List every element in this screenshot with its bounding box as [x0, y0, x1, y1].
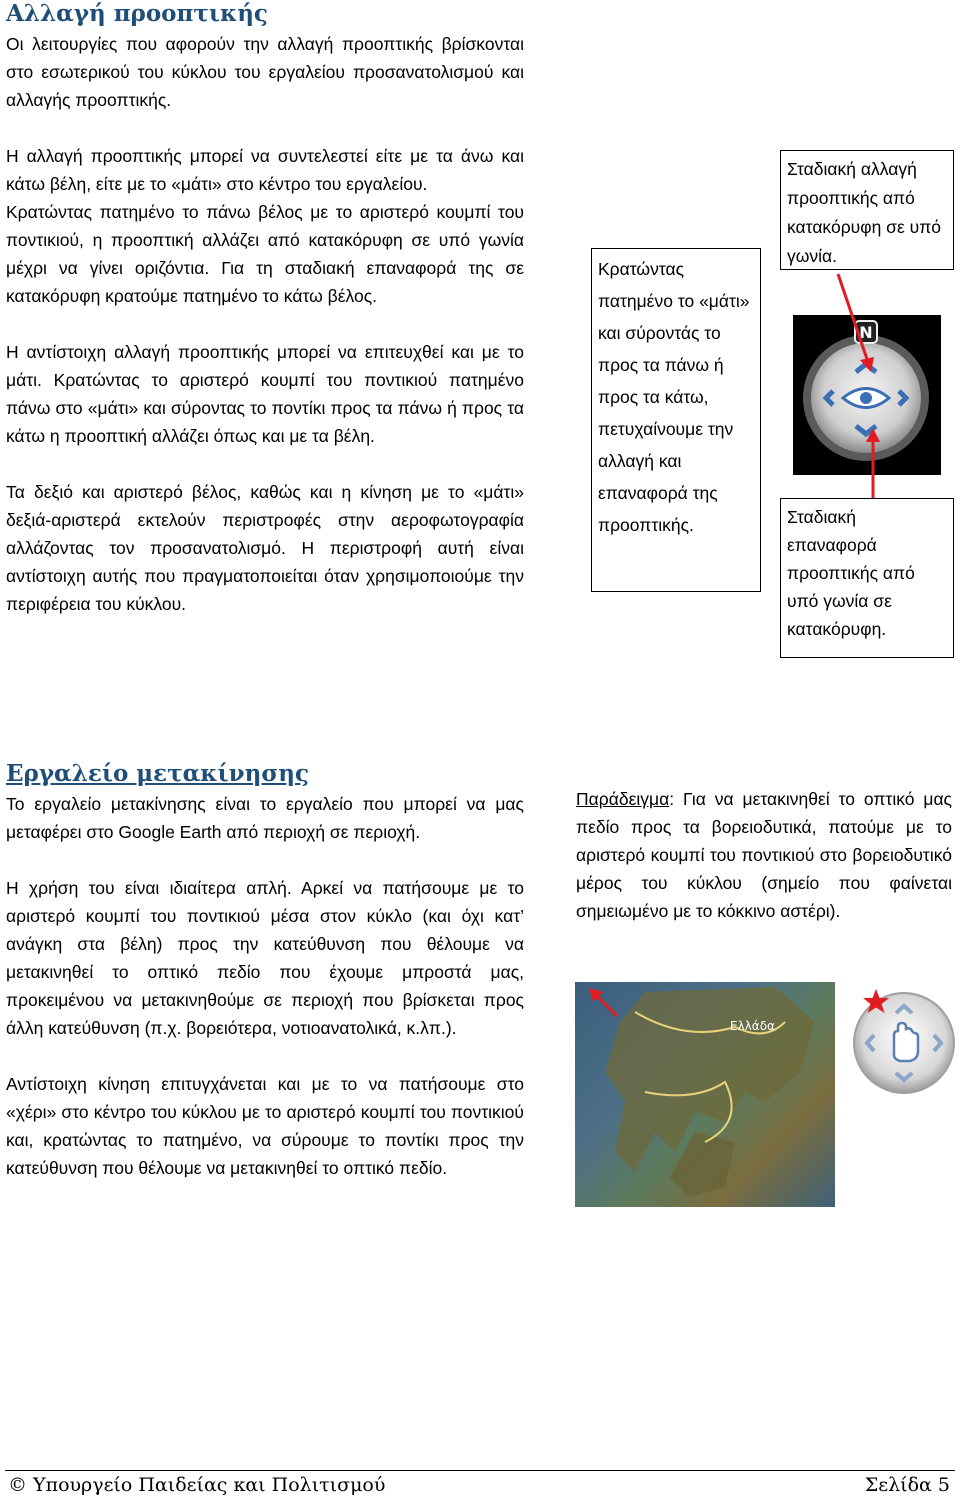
section-title-move [6, 760, 309, 788]
arrows-paragraph [6, 142, 524, 310]
rotation-paragraph: Τα δεξιό και αριστερό βέλος, καθώς και η κίνηση με το «μάτι» δεξιά-αριστερά εκτελούν περιστροφές στην αεροφωτογραφία αλλάζοντας τον προσανατολισμό. Η περιστροφή αυτή είναι αντίστοιχη αυτής που πραγματοποιείται όταν χρησιμοποιούμε την περιφέρεια του κύκλου. [6, 482, 524, 614]
move-control-svg [848, 985, 960, 1095]
eye-paragraph: Η αντίστοιχη αλλαγή προοπτικής μπορεί να επιτευχθεί και με το μάτι. Κρατώντας το αριστερό κουμπί του ποντικιού πατημένο πάνω στο «μάτι» και σύροντας το ποντίκι προς τα πάνω ή προς τα κάτω η προοπτική αλλάζει όπως και με τα βέλη. [6, 342, 524, 446]
footer-copyright: © Υπουργείο Παιδείας και Πολιτισμού [8, 1474, 386, 1496]
top-callout-box: Σταδιακή αλλαγή προοπτικής από κατακόρυφη σε υπό γωνία. [780, 150, 954, 270]
move-control-image [848, 985, 960, 1095]
arrows-detail: Κρατώντας πατημένο το πάνω βέλος με το αριστερό κουμπί του ποντικιού, η προοπτική αλλάζει από κατακόρυφη σε υπό γωνία μέχρι να γίνει οριζόντια. Για τη σταδιακή επαναφορά της σε κατακόρυφη κρατούμε πατημένο το κάτω βέλος. [6, 202, 524, 306]
section1-text [6, 30, 524, 618]
callout-arrows [780, 260, 890, 520]
arrows-sentence: Η αλλαγή προοπτικής μπορεί να συντελεστεί είτε με τα άνω και κάτω βέλη, είτε με το «μάτι» στο κέντρο του εργαλείου. [6, 146, 524, 194]
bottom-arrowhead-shape [866, 428, 880, 442]
example-label: Παράδειγμα [576, 789, 670, 809]
move-usage-paragraph: Η χρήση του είναι ιδιαίτερα απλή. Αρκεί να πατήσουμε με το αριστερό κουμπί του ποντικιού μέσα στον κύκλο (και όχι κατ’ ανάγκη στα βέλη) προς την κατεύθυνση που θέλουμε να μετακινηθεί το οπτικό πεδίο που έχουμε μπροστά μας, προκειμένου να μετακινηθούμε σε περιοχή που βρίσκεται προς άλλη κατεύθυνση (π.χ. βορειότερα, νοτιοανατολικά, κ.λπ.). [6, 878, 524, 1038]
intro-paragraph: Οι λειτουργίες που αφορούν την αλλαγή προοπτικής βρίσκονται στο εσωτερικού του κύκλου του εργαλείου προσανατολισμού και αλλαγής προοπτικής. [6, 34, 524, 110]
bottom-callout-box: Σταδιακή επαναφορά προοπτικής από υπό γωνία σε κατακόρυφη. [780, 498, 954, 658]
greece-map-image [575, 982, 835, 1207]
example-paragraph [576, 785, 952, 925]
top-arrowhead-shape [860, 357, 874, 372]
section2-text [6, 790, 524, 1182]
map-pointer-arrow [595, 994, 617, 1016]
north-letter: N [859, 323, 873, 342]
map-country-label: Ελλάδα [730, 1019, 775, 1033]
hand-paragraph: Αντίστοιχη κίνηση επιτυγχάνεται και με το να πατήσουμε στο «χέρι» στο κέντρο του κύκλου με το αριστερό κουμπί του ποντικιού και, κρατώντας το πατημένο, να σύρουμε το ποντίκι προς την κατεύθυνση που θέλουμε να μετακινηθεί το οπτικό πεδίο. [6, 1074, 524, 1178]
example-text [576, 785, 952, 925]
move-intro-paragraph: Το εργαλείο μετακίνησης είναι το εργαλείο που μπορεί να μας μεταφέρει στο Google Earth από περιοχή σε περιοχή. [6, 794, 524, 842]
example-body: : Για να μετακινηθεί το οπτικό μας πεδίο προς τα βορειοδυτικά, πατούμε με το αριστερό κουμπί του ποντικιού στο βορειοδυτικό μέρος του κύκλου (σημείο που φαίνεται σημειωμένο με το κόκκινο αστέρι). [576, 789, 952, 921]
eye-callout-box: Κρατώντας πατημένο το «μάτι» και σύροντάς το προς τα πάνω ή προς τα κάτω, πετυχαίνουμε την αλλαγή και επαναφορά της προοπτικής. [591, 248, 761, 592]
map-svg [575, 982, 835, 1207]
footer-divider [5, 1470, 955, 1471]
section-title-move-text: Εργαλείο μετακίνησης [6, 760, 310, 787]
section-title-perspective: Αλλαγή προοπτικής [6, 0, 268, 27]
top-callout-arrow [838, 274, 868, 362]
footer-page-number: Σελίδα 5 [864, 1474, 950, 1496]
